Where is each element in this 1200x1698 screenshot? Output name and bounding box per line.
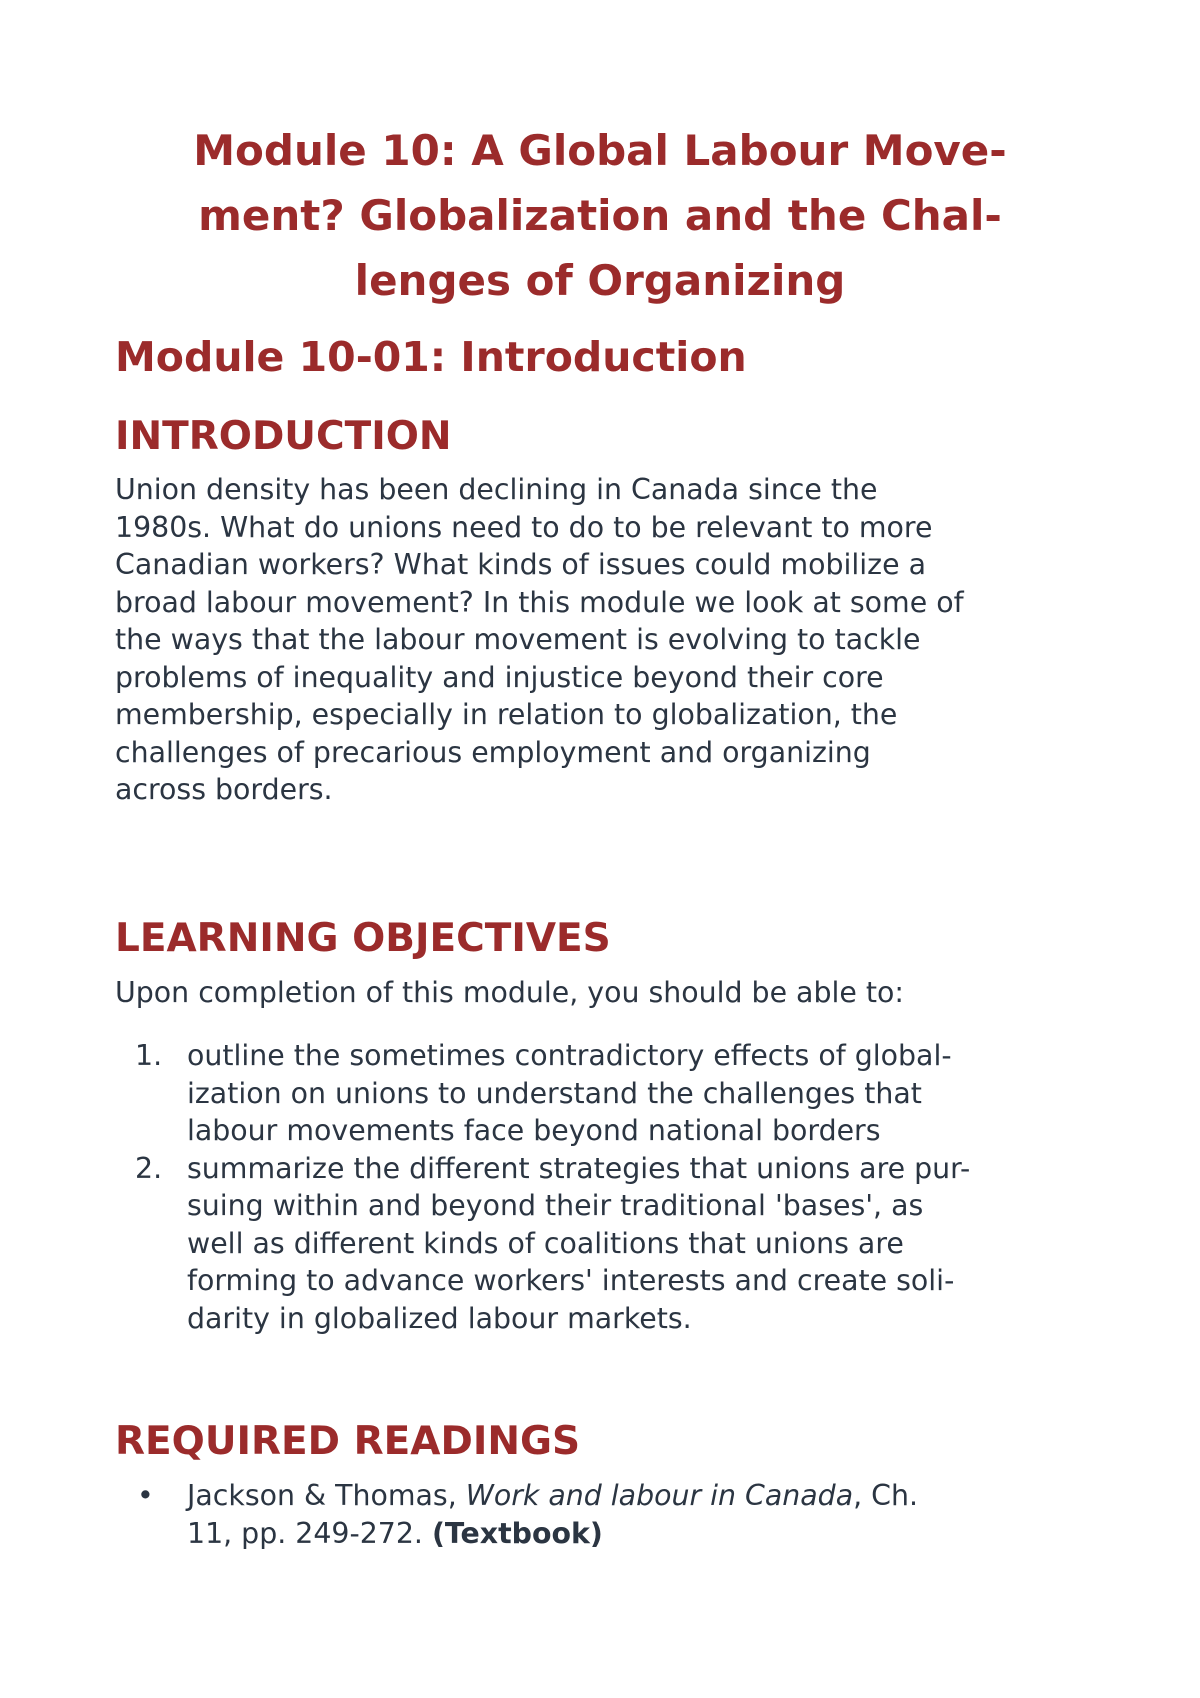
required-readings-heading: REQUIRED READINGS [115,1419,581,1464]
list-item [115,1477,918,1552]
list-item [115,1037,970,1150]
reading-author: Jackson & Thomas, [187,1479,466,1512]
list-item-line: well as different kinds of coalitions that unions are [187,1226,904,1260]
reading-citation-line [187,1515,918,1553]
paragraph-line: Canadian workers? What kinds of issues could mobilize a [115,548,926,581]
list-item-line: outline the sometimes contradictory effects of global- [187,1039,952,1072]
bullet-icon: • [137,1479,154,1512]
title-line: lenges of Organizing [354,256,846,305]
objectives-list [115,1037,970,1337]
paragraph-line: 1980s. What do unions need to do to be relevant to more [115,510,933,544]
list-item [115,1150,970,1338]
reading-pages: 11, pp. 249-272. [187,1516,432,1550]
list-item-line: forming to advance workers' interests and create soli- [187,1264,955,1297]
paragraph-line: challenges of precarious employment and organizing [115,735,871,769]
objectives-lead [115,974,904,1012]
list-item-line: summarize the different strategies that unions are pur- [187,1151,971,1185]
list-number: 1. [135,1039,163,1072]
list-item-line: darity in globalized labour markets. [187,1301,692,1335]
paragraph-line: membership, especially in relation to globalization, the [115,698,898,731]
title-line: ment? Globalization and the Chal- [198,191,1002,240]
paragraph-line: Union density has been declining in Canada since the [115,473,878,506]
title-line: Module 10: A Global Labour Move- [193,126,1007,175]
paragraph-line: broad labour movement? In this module we look at some of [115,585,964,619]
paragraph-line: across borders. [115,773,333,806]
list-item-line: suing within and beyond their traditional 'bases', as [187,1189,924,1222]
introduction-paragraph [115,471,964,809]
reading-book-title: Work and labour in Canada [465,1479,854,1512]
list-number: 2. [135,1151,163,1185]
module-subtitle: Module 10-01: Introduction [115,333,747,381]
module-title [160,118,1040,313]
reading-tag: (Textbook) [431,1516,603,1550]
readings-list [115,1477,918,1552]
reading-chapter: , Ch. [853,1479,918,1512]
list-item-line: ization on unions to understand the challenges that [187,1076,922,1110]
reading-citation-line [187,1477,918,1515]
paragraph-line: problems of inequality and injustice beyond their core [115,660,884,694]
introduction-heading: INTRODUCTION [115,414,452,459]
paragraph-line: the ways that the labour movement is evolving to tackle [115,623,921,656]
list-item-line: labour movements face beyond national borders [187,1114,881,1147]
objectives-lead-text: Upon completion of this module, you should be able to: [115,976,904,1009]
learning-objectives-heading: LEARNING OBJECTIVES [115,916,611,961]
